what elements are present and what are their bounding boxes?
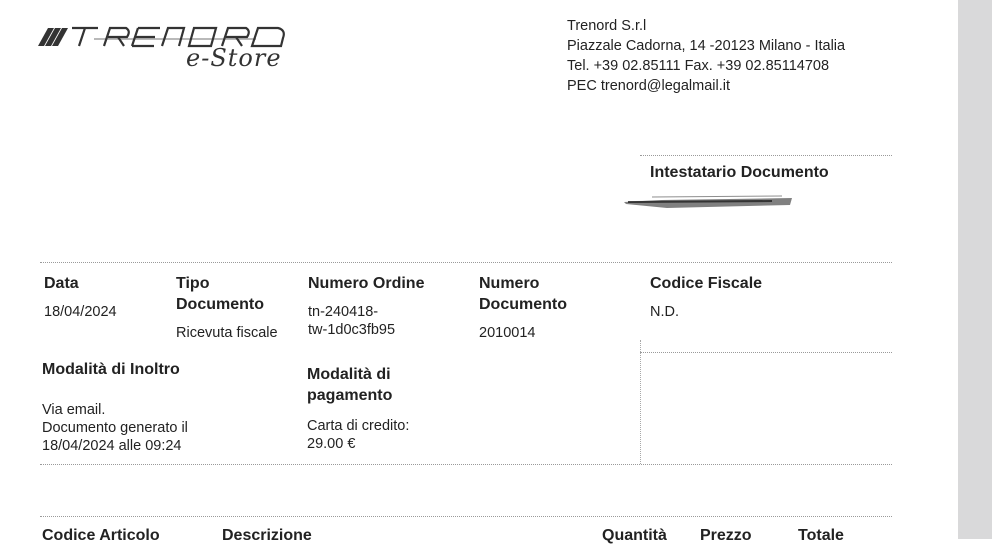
redacted-name-mark [622, 192, 794, 210]
col-prezzo: Prezzo [700, 527, 752, 544]
payment-label-line1: Modalità di [307, 366, 391, 383]
codice-fiscale-label: Codice Fiscale [650, 275, 763, 292]
numero-documento-label [479, 273, 567, 315]
col-quantita: Quantità [602, 527, 667, 544]
numero-ordine-label: Numero Ordine [308, 275, 425, 292]
numero-doc-label-line2: Documento [479, 296, 567, 313]
details-mid-rule [640, 352, 892, 353]
tipo-label-line2: Documento [176, 296, 264, 313]
payment-info [307, 417, 409, 453]
scrollbar-gutter[interactable] [958, 0, 992, 539]
col-descrizione: Descrizione [222, 527, 312, 544]
tipo-label-line1: Tipo [176, 275, 210, 292]
delivery-label: Modalità di Inoltro [42, 361, 180, 378]
col-totale: Totale [798, 527, 844, 544]
payment-label-line2: pagamento [307, 387, 393, 404]
codice-fiscale-value: N.D. [650, 304, 679, 320]
company-phone: Tel. +39 02.85111 Fax. +39 02.85114708 [567, 58, 830, 74]
delivery-info [42, 401, 188, 455]
details-vertical-rule [640, 340, 641, 464]
logo-subtitle: e-Store [186, 44, 282, 72]
numero-documento-value: 2010014 [479, 325, 536, 341]
numero-doc-label-line1: Numero [479, 275, 540, 292]
tipo-documento-value: Ricevuta fiscale [176, 325, 278, 341]
company-address: Piazzale Cadorna, 14 -20123 Milano - Italia [567, 38, 846, 54]
holder-top-rule [640, 155, 892, 156]
payment-line2: 29.00 € [307, 436, 356, 452]
numero-ordine-line2: tw-1d0c3fb95 [308, 322, 396, 338]
numero-ordine-value [308, 303, 395, 339]
data-label: Data [44, 275, 79, 292]
delivery-line3: 18/04/2024 alle 09:24 [42, 438, 182, 454]
company-pec: PEC trenord@legalmail.it [567, 78, 731, 94]
company-name: Trenord S.r.l [567, 18, 647, 34]
details-top-rule [40, 262, 892, 263]
payment-label [307, 364, 392, 406]
data-value: 18/04/2024 [44, 304, 117, 320]
tipo-documento-label [176, 273, 264, 315]
company-info [567, 16, 845, 96]
holder-title: Intestatario Documento [650, 164, 829, 181]
details-bottom-rule [40, 464, 892, 465]
numero-ordine-line1: tn-240418- [308, 304, 379, 320]
items-top-rule [40, 516, 892, 517]
payment-line1: Carta di credito: [307, 418, 410, 434]
delivery-line1: Via email. [42, 402, 106, 418]
delivery-line2: Documento generato il [42, 420, 188, 436]
col-codice-articolo: Codice Articolo [42, 527, 160, 544]
